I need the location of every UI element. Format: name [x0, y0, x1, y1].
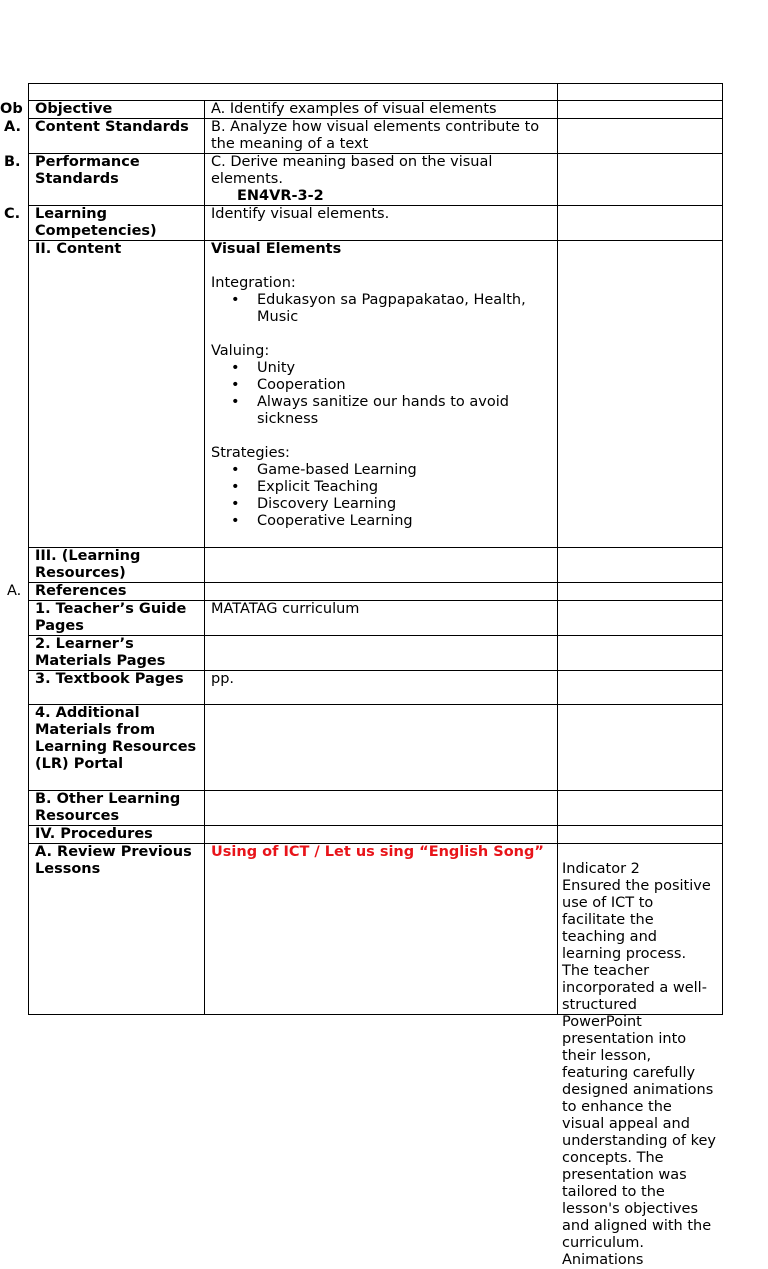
valuing-list [211, 360, 551, 428]
content-standards-label-cell [4, 119, 205, 154]
lesson-plan-table [0, 83, 723, 1268]
notes-cell [558, 583, 723, 601]
blank-cell [29, 84, 558, 101]
references-prefix: A. [7, 583, 22, 599]
performance-standards-cell [205, 154, 558, 206]
blank-cell [205, 583, 558, 601]
performance-standards-content: C. Derive meaning based on the visual elements. [211, 154, 493, 187]
strategies-list [211, 462, 551, 530]
list-item: • Unity [257, 360, 551, 377]
indicator-note-cell [558, 844, 723, 1268]
list-item: • Edukasyon sa Pagpapakatao, Health, Music [257, 292, 551, 326]
notes-cell [558, 601, 723, 636]
table-row-content [29, 241, 723, 548]
table-row-learners-materials [29, 636, 723, 671]
valuing-label: Valuing: [211, 343, 270, 359]
table-row-additional-materials [29, 705, 723, 791]
references-label: References [35, 583, 127, 599]
notes-cell [558, 636, 723, 671]
table-row-procedures [29, 826, 723, 844]
list-item: • Explicit Teaching [257, 479, 551, 496]
blank-cell [205, 548, 558, 583]
textbook-label: 3. Textbook Pages [29, 671, 205, 705]
performance-standards-label: Performance Standards [35, 154, 140, 187]
additional-materials-label: 4. Additional Materials from Learning Resources (LR) Portal [29, 705, 205, 791]
textbook-content: pp. [205, 671, 558, 705]
objective-label: Objective [35, 101, 113, 117]
blank-cell [205, 826, 558, 844]
notes-cell [558, 119, 723, 154]
notes-cell [558, 826, 723, 844]
teachers-guide-label: 1. Teacher’s Guide Pages [29, 601, 205, 636]
objective-prefix: Ob [0, 101, 23, 117]
content-standards-prefix: A. [4, 119, 21, 135]
notes-cell [558, 705, 723, 791]
learners-materials-label: 2. Learner’s Materials Pages [29, 636, 205, 671]
other-resources-label: B. Other Learning Resources [29, 791, 205, 826]
learning-competencies-label-cell [4, 206, 205, 241]
table-row-textbook [29, 671, 723, 705]
table-row-learning-resources [29, 548, 723, 583]
table-row-objective [29, 101, 723, 119]
list-item: • Cooperative Learning [257, 513, 551, 530]
content-standards-label: Content Standards [35, 119, 189, 135]
table-row-other-resources [29, 791, 723, 826]
review-label: A. Review Previous Lessons [29, 844, 205, 1015]
integration-label: Integration: [211, 275, 296, 291]
objective-label-cell [0, 101, 205, 119]
notes-cell [558, 671, 723, 705]
table-row-references [29, 583, 723, 601]
strategies-label: Strategies: [211, 445, 290, 461]
table-row-learning-competencies [29, 206, 723, 241]
notes-cell [558, 101, 723, 119]
notes-cell [558, 548, 723, 583]
content-title: Visual Elements [211, 241, 342, 257]
table-row-performance-standards [29, 154, 723, 206]
notes-cell [558, 241, 723, 548]
teachers-guide-content: MATATAG curriculum [205, 601, 558, 636]
objective-content: A. Identify examples of visual elements [205, 101, 558, 119]
competency-code: EN4VR-3-2 [237, 188, 324, 204]
learning-competencies-prefix: C. [4, 206, 21, 222]
blank-cell [558, 84, 723, 101]
blank-cell [205, 791, 558, 826]
procedures-label: IV. Procedures [29, 826, 205, 844]
table-row-teachers-guide [29, 601, 723, 636]
list-item: • Game-based Learning [257, 462, 551, 479]
blank-cell [205, 705, 558, 791]
content-label: II. Content [29, 241, 205, 548]
references-label-cell [7, 583, 205, 601]
content-standards-content: B. Analyze how visual elements contribute to the meaning of a text [205, 119, 558, 154]
notes-cell [558, 791, 723, 826]
indicator-note: Indicator 2 Ensured the positive use of ICT to facilitate the teaching and learning process. The teacher incorporated a well-structured PowerPoint presentation into their lesson, featuring carefully designed animations to enhance the visual appeal and understanding of key concepts. The presentation was tailored to the lesson's objectives and aligned with the curriculum. Animations [562, 861, 716, 1268]
table-row-header-blank [29, 84, 723, 101]
list-item: • Always sanitize our hands to avoid sickness [257, 394, 551, 428]
learning-competencies-content: Identify visual elements. [205, 206, 558, 241]
list-item: • Discovery Learning [257, 496, 551, 513]
notes-cell [558, 154, 723, 206]
list-item: • Cooperation [257, 377, 551, 394]
learning-competencies-label: Learning Competencies) [35, 206, 157, 239]
blank-cell [205, 636, 558, 671]
table-row-content-standards [29, 119, 723, 154]
table-row-review [29, 844, 723, 1015]
notes-cell [558, 206, 723, 241]
performance-standards-label-cell [4, 154, 205, 206]
performance-standards-prefix: B. [4, 154, 21, 170]
review-content: Using of ICT / Let us sing “English Song” [205, 844, 558, 1015]
integration-list [211, 292, 551, 326]
content-cell [205, 241, 558, 548]
learning-resources-label: III. (Learning Resources) [29, 548, 205, 583]
